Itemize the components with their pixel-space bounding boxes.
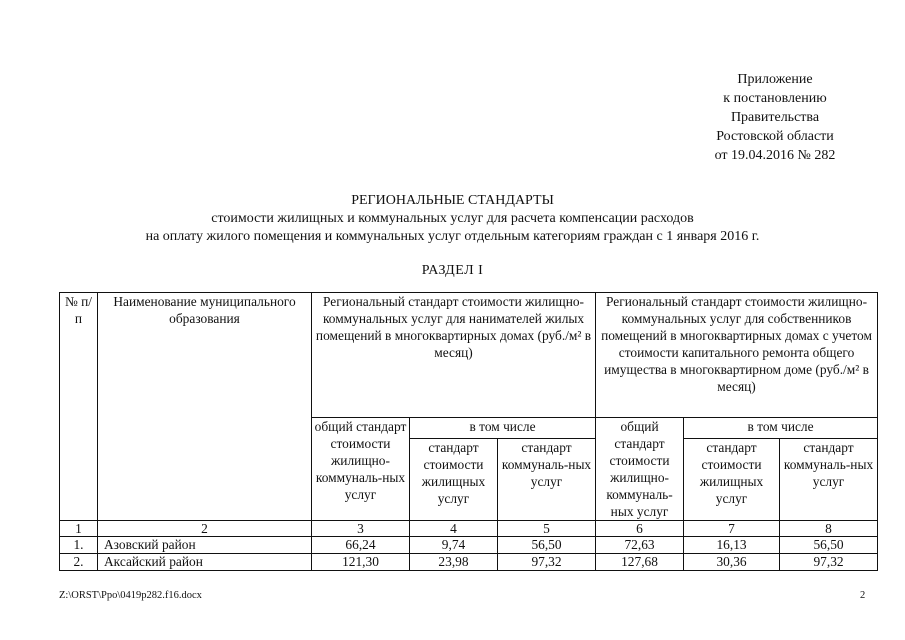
header-total: общий стандарт стоимости жилищно-коммуналь-ных услуг bbox=[312, 418, 410, 521]
table-row bbox=[60, 537, 878, 554]
appendix-line: от 19.04.2016 № 282 bbox=[714, 148, 836, 163]
row-value: 72,63 bbox=[596, 537, 684, 554]
table-row bbox=[60, 554, 878, 571]
row-value: 66,24 bbox=[312, 537, 410, 554]
document-subtitle: стоимости жилищных и коммунальных услуг для расчета компенсации расходов bbox=[211, 211, 694, 226]
header-including: в том числе bbox=[684, 418, 878, 439]
header-housing: стандарт стоимости жилищных услуг bbox=[684, 439, 780, 521]
header-utility: стандарт коммуналь-ных услуг bbox=[780, 439, 878, 521]
row-value: 121,30 bbox=[312, 554, 410, 571]
row-name: Азовский район bbox=[98, 537, 312, 554]
standards-table bbox=[59, 292, 878, 571]
row-value: 56,50 bbox=[780, 537, 878, 554]
header-total: общий стандарт стоимости жилищно-коммуналь-ных услуг bbox=[596, 418, 684, 521]
column-number: 8 bbox=[780, 521, 878, 537]
column-number: 1 bbox=[60, 521, 98, 537]
header-utility: стандарт коммуналь-ных услуг bbox=[498, 439, 596, 521]
header-num: № п/п bbox=[60, 293, 98, 521]
column-number: 4 bbox=[410, 521, 498, 537]
row-num: 1. bbox=[60, 537, 98, 554]
row-value: 56,50 bbox=[498, 537, 596, 554]
header-including: в том числе bbox=[410, 418, 596, 439]
page-number: 2 bbox=[860, 590, 866, 601]
column-number: 7 bbox=[684, 521, 780, 537]
row-value: 9,74 bbox=[410, 537, 498, 554]
column-number: 3 bbox=[312, 521, 410, 537]
header-name: Наименование муниципального образования bbox=[98, 293, 312, 521]
header-housing: стандарт стоимости жилищных услуг bbox=[410, 439, 498, 521]
document-title: РЕГИОНАЛЬНЫЕ СТАНДАРТЫ bbox=[351, 193, 554, 208]
footer-file-path: Z:\ORST\Ppo\0419p282.f16.docx bbox=[59, 590, 202, 601]
appendix-block bbox=[640, 70, 905, 165]
row-value: 97,32 bbox=[498, 554, 596, 571]
row-value: 16,13 bbox=[684, 537, 780, 554]
column-number: 2 bbox=[98, 521, 312, 537]
column-number-row bbox=[60, 521, 878, 537]
section-heading: РАЗДЕЛ I bbox=[421, 263, 484, 278]
row-value: 23,98 bbox=[410, 554, 498, 571]
document-subtitle: на оплату жилого помещения и коммунальных услуг отдельным категориям граждан с 1 января 2016 г. bbox=[145, 229, 760, 244]
appendix-line: Ростовской области bbox=[716, 129, 834, 144]
appendix-line: Правительства bbox=[730, 110, 820, 125]
appendix-line: Приложение bbox=[737, 72, 813, 87]
row-value: 97,32 bbox=[780, 554, 878, 571]
appendix-line: к постановлению bbox=[723, 91, 827, 106]
header-group-tenants: Региональный стандарт стоимости жилищно-коммунальных услуг для нанимателей жилых помещений в многоквартирных домах (руб./м² в месяц) bbox=[312, 293, 596, 418]
row-value: 30,36 bbox=[684, 554, 780, 571]
row-name: Аксайский район bbox=[98, 554, 312, 571]
header-group-owners: Региональный стандарт стоимости жилищно-коммунальных услуг для собственников помещений в многоквартирных домах с учетом стоимости капитального ремонта общего имущества в многоквартирном доме (руб./м² в месяц) bbox=[596, 293, 878, 418]
row-value: 127,68 bbox=[596, 554, 684, 571]
column-number: 6 bbox=[596, 521, 684, 537]
column-number: 5 bbox=[498, 521, 596, 537]
table-header-row bbox=[60, 293, 878, 418]
row-num: 2. bbox=[60, 554, 98, 571]
